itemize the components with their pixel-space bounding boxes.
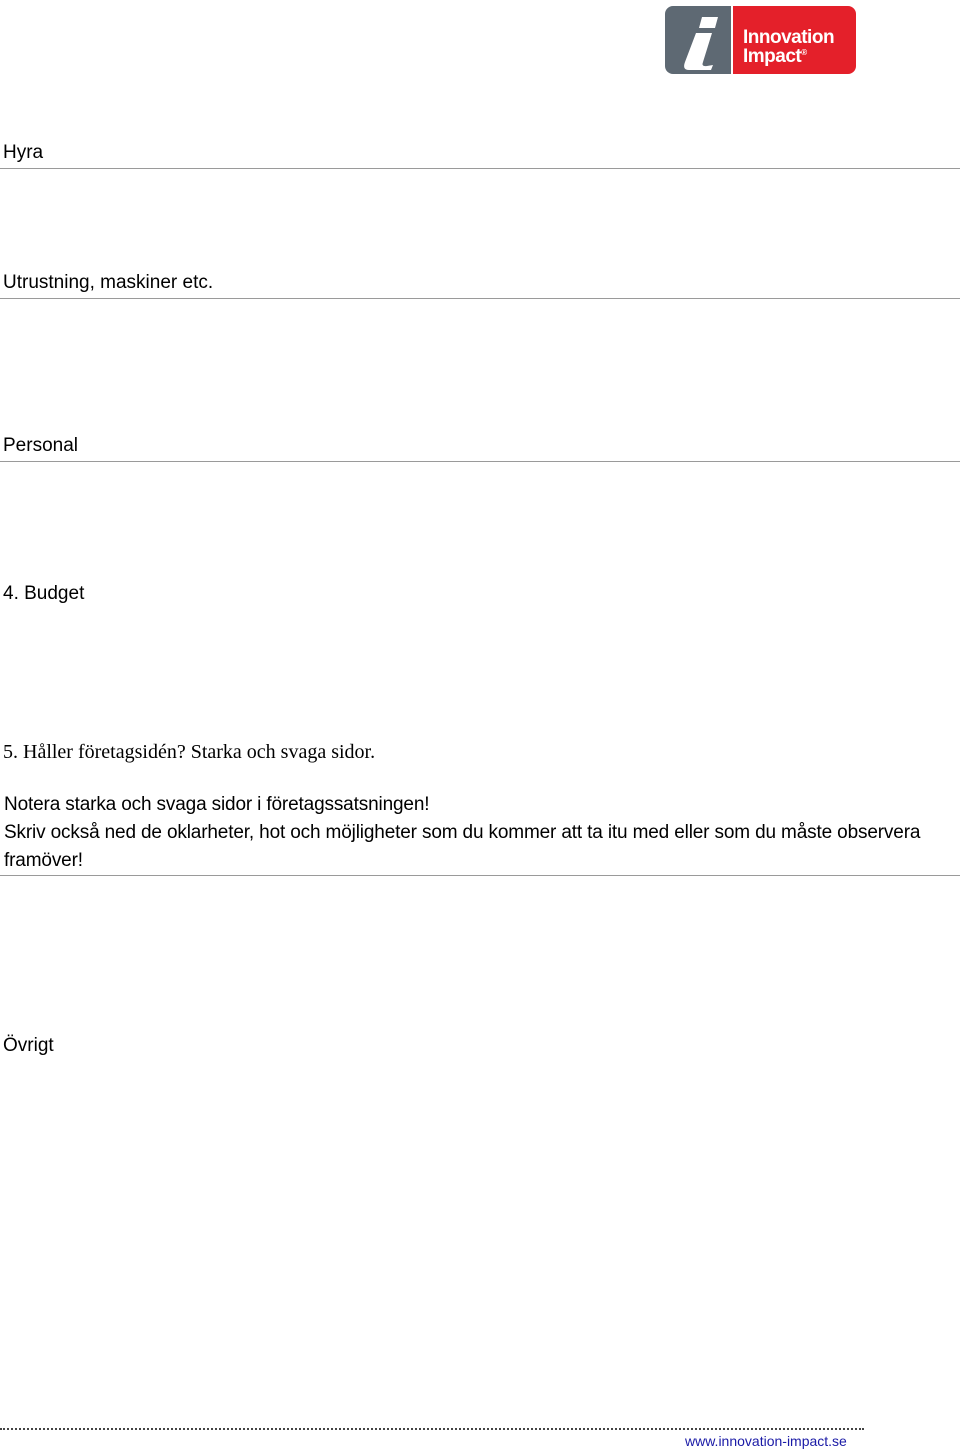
instruction-line-2: Skriv också ned de oklarheter, hot och möjligheter som du kommer att ta itu med eller som du måste observera framöver! — [4, 822, 921, 871]
logo-text-innovation: Innovation — [743, 27, 835, 48]
heading-utrustning: Utrustning, maskiner etc. — [3, 272, 214, 293]
logo-registered-mark: ® — [801, 48, 807, 57]
logo-i-icon — [665, 6, 731, 74]
heading-haller-foretagsiden: 5. Håller företagsidén? Starka och svaga sidor. — [3, 741, 376, 763]
heading-ovrigt: Övrigt — [3, 1035, 54, 1056]
divider — [0, 461, 960, 462]
logo-i-mark — [665, 6, 731, 74]
heading-personal: Personal — [3, 435, 78, 456]
divider — [0, 168, 960, 169]
instruction-text — [4, 791, 958, 875]
heading-budget: 4. Budget — [3, 583, 85, 604]
heading-hyra: Hyra — [3, 142, 44, 163]
divider — [0, 875, 960, 876]
divider — [0, 298, 960, 299]
innovation-impact-logo — [665, 6, 856, 74]
footer-divider — [0, 1428, 864, 1430]
footer-website-link[interactable]: www.innovation-impact.se — [685, 1433, 847, 1449]
logo-text-impact: Impact® — [743, 46, 807, 67]
logo-wordmark — [733, 6, 856, 74]
instruction-line-1: Notera starka och svaga sidor i företagssatsningen! — [4, 794, 430, 815]
